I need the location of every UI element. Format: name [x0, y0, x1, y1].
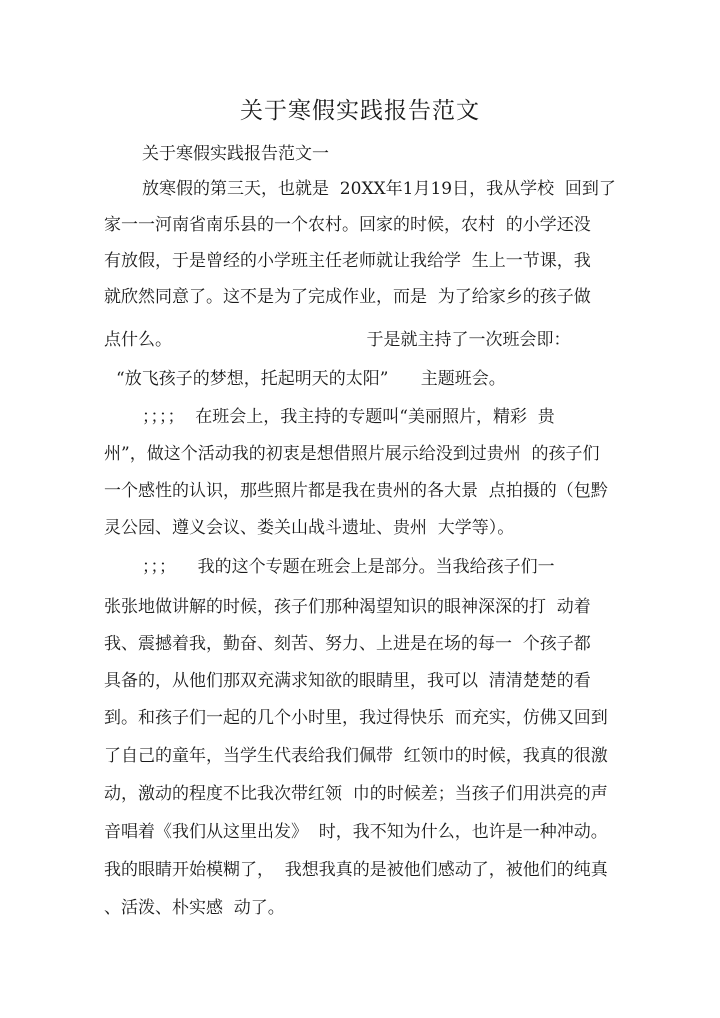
paragraph-line: 我、震撼着我，勤奋、刻苦、努力、上进是在场的每一 个孩子都	[104, 634, 591, 654]
paragraph-line: “放飞孩子的梦想，托起明天的太阳” 主题班会。	[116, 369, 506, 389]
paragraph-line: 、活泼、朴实感 动了。	[104, 898, 285, 918]
paragraph-line: 了自己的童年，当学生代表给我们佩带 红领巾的时候，我真的很激	[104, 746, 608, 766]
paragraph-line: 就欣然同意了。这不是为了完成作业，而是 为了给家乡的孩子做	[104, 287, 591, 307]
paragraph-line: 到。和孩子们一起的几个小时里，我过得快乐 而充实，仿佛又回到	[104, 708, 608, 728]
paragraph-line: 张张地做讲解的时候，孩子们那种渴望知识的眼神深深的打 动着	[104, 597, 591, 617]
paragraph-line: 动，激动的程度不比我次带红领 巾的时候差；当孩子们用洪亮的声	[104, 784, 608, 804]
document-title: 关于寒假实践报告范文	[240, 98, 480, 124]
paragraph-line: ；；；； 在班会上，我主持的专题叫“美丽照片，精彩 贵	[142, 407, 555, 427]
paragraph-line: 州”，做这个活动我的初衷是想借照片展示给没到过贵州 的孩子们	[104, 444, 600, 464]
paragraph-line: 我的眼睛开始模糊了， 我想我真的是被他们感动了，被他们的纯真	[104, 860, 608, 880]
subtitle-line: 关于寒假实践报告范文一	[142, 144, 329, 164]
paragraph-line: 有放假，于是曾经的小学班主任老师就让我给学 生上一节课，我	[104, 251, 591, 271]
paragraph-line: 放寒假的第三天，也就是 20XX年1月19日，我从学校 回到了	[142, 179, 616, 199]
paragraph-line: 音唱着《我们从这里出发》 时，我不知为什么，也许是一种冲动。	[104, 822, 608, 842]
paragraph-line: ；；； 我的这个专题在班会上是部分。当我给孩子们一	[142, 557, 555, 577]
paragraph-line: 具备的，从他们那双充满求知欲的眼睛里，我可以 清清楚楚的看	[104, 671, 591, 691]
paragraph-line: 一个感性的认识，那些照片都是我在贵州的各大景 点拍摄的（包黔	[104, 481, 608, 501]
paragraph-line: 家一一河南省南乐县的一个农村。回家的时候，农村 的小学还没	[104, 215, 591, 235]
paragraph-line: 灵公园、遵义会议、娄关山战斗遗址、贵州 大学等）。	[104, 518, 515, 538]
paragraph-line: 点什么。 于是就主持了一次班会即：	[104, 330, 571, 350]
